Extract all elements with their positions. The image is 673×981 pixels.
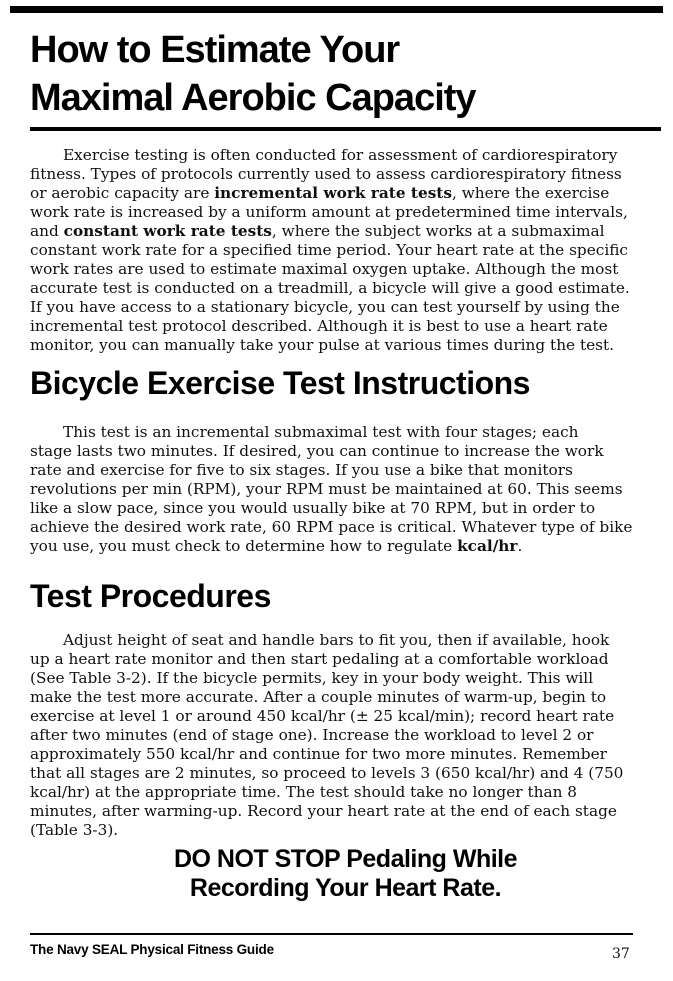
text-line: If you have access to a stationary bicycle, you can test yourself by using the xyxy=(30,298,620,316)
text-line: incremental test protocol described. Although it is best to use a heart rate xyxy=(30,317,608,335)
callout-line-2: Recording Your Heart Rate. xyxy=(189,874,502,902)
text-line: up a heart rate monitor and then start pedaling at a comfortable workload xyxy=(30,650,609,668)
text-line: Adjust height of seat and handle bars to fit you, then if available, hook xyxy=(63,631,610,649)
page-title-line-1: How to Estimate Your xyxy=(30,29,400,71)
text-line: fitness. Types of protocols currently used to assess cardiorespiratory fitness xyxy=(30,165,622,183)
text-line: or aerobic capacity are incremental work rate tests, where the exercise xyxy=(30,184,610,202)
text-line: accurate test is conducted on a treadmill, a bicycle will give a good estimate. xyxy=(30,279,630,297)
text-line: rate and exercise for five to six stages. If you use a bike that monitors xyxy=(30,461,573,479)
text-line: achieve the desired work rate, 60 RPM pace is critical. Whatever type of bike xyxy=(30,518,633,536)
heading-bicycle-exercise-test-instructions: Bicycle Exercise Test Instructions xyxy=(30,365,530,401)
test-procedures-paragraph xyxy=(30,631,661,840)
text-line: that all stages are 2 minutes, so proceed to levels 3 (650 kcal/hr) and 4 (750 xyxy=(30,764,624,782)
text-line: This test is an incremental submaximal test with four stages; each xyxy=(63,423,579,441)
top-rule xyxy=(10,6,663,13)
text-line: Exercise testing is often conducted for assessment of cardiorespiratory xyxy=(63,146,618,164)
text-line: revolutions per min (RPM), your RPM must be maintained at 60. This seems xyxy=(30,480,623,498)
text-line: make the test more accurate. After a couple minutes of warm-up, begin to xyxy=(30,688,607,706)
text-line: minutes, after warming-up. Record your heart rate at the end of each stage xyxy=(30,802,617,820)
page-title-line-2: Maximal Aerobic Capacity xyxy=(30,77,476,119)
page-title xyxy=(30,26,643,122)
text-line: like a slow pace, since you would usually bike at 70 RPM, but in order to xyxy=(30,499,596,517)
intro-paragraph xyxy=(30,146,661,355)
text-line: exercise at level 1 or around 450 kcal/hr (± 25 kcal/min); record heart rate xyxy=(30,707,615,725)
footer-rule xyxy=(30,933,633,935)
text-line: (See Table 3-2). If the bicycle permits, key in your body weight. This will xyxy=(30,669,594,687)
do-not-stop-callout xyxy=(30,845,661,903)
text-line: stage lasts two minutes. If desired, you can continue to increase the work xyxy=(30,442,604,460)
title-underline-rule xyxy=(30,127,661,131)
heading-test-procedures: Test Procedures xyxy=(30,578,271,614)
text-line: work rates are used to estimate maximal oxygen uptake. Although the most xyxy=(30,260,619,278)
text-line: after two minutes (end of stage one). Increase the workload to level 2 or xyxy=(30,726,594,744)
text-line: (Table 3-3). xyxy=(30,821,119,839)
text-line: and constant work rate tests, where the subject works at a submaximal xyxy=(30,222,605,240)
callout-line-1: DO NOT STOP Pedaling While xyxy=(173,845,518,873)
text-line: work rate is increased by a uniform amount at predetermined time intervals, xyxy=(30,203,628,221)
text-line: you use, you must check to determine how to regulate kcal/hr. xyxy=(30,537,523,555)
bicycle-test-paragraph xyxy=(30,423,661,556)
page-number: 37 xyxy=(612,946,630,962)
text-line: kcal/hr) at the appropriate time. The test should take no longer than 8 xyxy=(30,783,578,801)
text-line: constant work rate for a specified time period. Your heart rate at the specific xyxy=(30,241,628,259)
text-line: monitor, you can manually take your pulse at various times during the test. xyxy=(30,336,615,354)
text-line: approximately 550 kcal/hr and continue for two more minutes. Remember xyxy=(30,745,607,763)
footer-book-title: The Navy SEAL Physical Fitness Guide xyxy=(30,942,274,957)
